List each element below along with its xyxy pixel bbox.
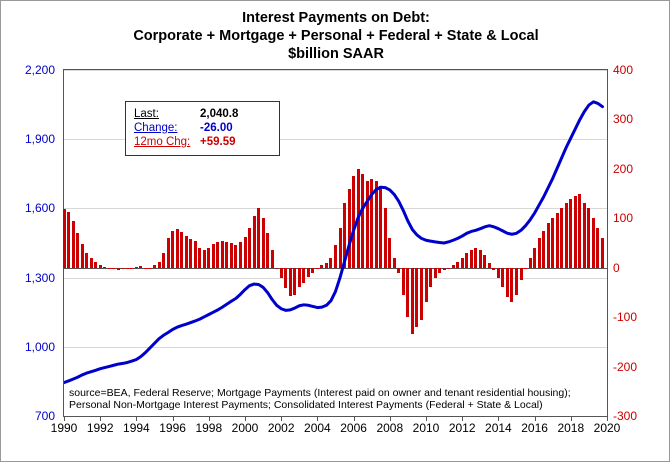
x-axis-tick-mark <box>136 416 137 421</box>
x-axis-tick-mark <box>64 416 65 421</box>
x-axis-tick-label: 2000 <box>231 421 259 435</box>
x-axis-tick-label: 1996 <box>159 421 186 435</box>
x-axis-tick-label: 2004 <box>304 421 331 435</box>
chart-title <box>1 9 670 63</box>
y-axis-right-tick-label: 0 <box>613 260 620 275</box>
source-note: source=BEA, Federal Reserve; Mortgage Payments (Interest paid on owner and tenant residential housing); Personal Non-Mortgage Interest Payments; Consolidated Interest Payments (Federal + State & Local) <box>69 387 571 411</box>
y-axis-left-tick-label: 1,900 <box>24 132 55 147</box>
x-axis-tick-label: 2016 <box>521 421 548 435</box>
x-axis-tick-label: 1998 <box>195 421 223 435</box>
x-axis-tick-mark <box>281 416 282 421</box>
chart-title-line-3: $billion SAAR <box>288 46 384 62</box>
y-axis-left-tick-label: 1,600 <box>24 201 55 216</box>
stat-change-value: -26.00 <box>200 122 233 134</box>
y-axis-right-tick-label: -100 <box>613 310 638 325</box>
stats-callout <box>125 101 280 156</box>
x-axis-tick-mark <box>535 416 536 421</box>
x-axis-tick-label: 2012 <box>448 421 476 435</box>
x-axis-tick-mark <box>607 416 608 421</box>
x-axis-tick-label: 1990 <box>50 421 78 435</box>
x-axis-tick-mark <box>462 416 463 421</box>
stat-12mo-value: +59.59 <box>200 136 236 148</box>
x-axis-tick-label: 2008 <box>376 421 404 435</box>
y-axis-right-tick-label: 400 <box>613 63 634 77</box>
y-axis-left-tick-label: 1,300 <box>24 270 55 285</box>
x-axis-tick-mark <box>100 416 101 421</box>
y-axis-right-tick-label: 100 <box>613 211 634 226</box>
x-axis-tick-label: 2006 <box>340 421 367 435</box>
y-axis-right-tick-label: 200 <box>613 161 634 176</box>
x-axis-tick-label: 2014 <box>485 421 512 435</box>
x-axis-tick-mark <box>571 416 572 421</box>
stat-last <box>134 107 271 121</box>
x-axis-tick-mark <box>173 416 174 421</box>
x-axis-tick-label: 2020 <box>593 421 621 435</box>
x-axis-tick-label: 1994 <box>123 421 150 435</box>
y-axis-right-tick-label: 300 <box>613 112 634 127</box>
y-axis-left-tick-label: 700 <box>34 409 55 423</box>
stat-12mo-change <box>134 135 271 149</box>
y-axis-right-tick-label: -300 <box>613 409 638 423</box>
y-axis-left-tick-label: 2,200 <box>24 63 55 77</box>
x-axis-tick-mark <box>498 416 499 421</box>
stat-12mo-label: 12mo Chg: <box>134 136 191 148</box>
chart-title-line-2: Corporate + Mortgage + Personal + Federal + State & Local <box>133 28 539 44</box>
x-axis-tick-label: 1992 <box>86 421 114 435</box>
x-axis-tick-label: 2018 <box>557 421 585 435</box>
y-axis-right-tick-label: -200 <box>613 359 638 374</box>
x-axis-tick-mark <box>317 416 318 421</box>
x-axis-tick-mark <box>209 416 210 421</box>
stat-last-label: Last: <box>134 108 159 120</box>
x-axis-tick-mark <box>426 416 427 421</box>
stat-change-label: Change: <box>134 122 178 134</box>
chart-title-line-1: Interest Payments on Debt: <box>242 10 430 26</box>
y-axis-left-tick-label: 1,000 <box>24 339 55 354</box>
stat-change <box>134 121 271 135</box>
x-axis-tick-mark <box>354 416 355 421</box>
x-axis-tick-mark <box>390 416 391 421</box>
stat-last-value: 2,040.8 <box>200 108 239 120</box>
x-axis-tick-label: 2002 <box>267 421 295 435</box>
x-axis-tick-mark <box>245 416 246 421</box>
x-axis-tick-label: 2010 <box>412 421 440 435</box>
